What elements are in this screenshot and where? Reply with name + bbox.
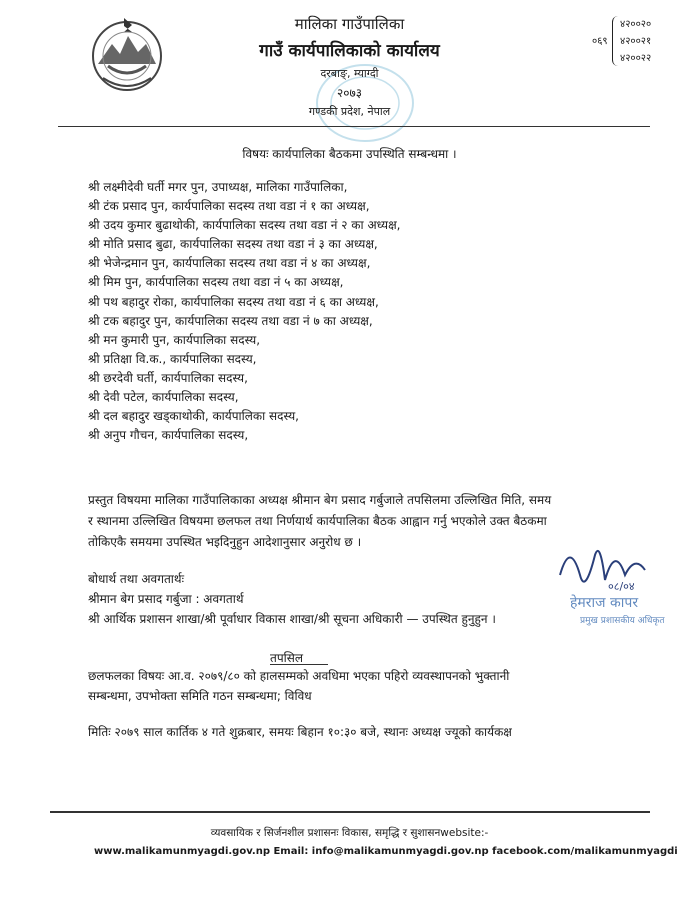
body-line: तोकिएकै समयमा उपस्थित भइदिनुहुन आदेशानुसार अनुरोध छ । bbox=[88, 535, 362, 549]
organization-name: मालिका गाउँपालिका bbox=[294, 15, 405, 33]
schedule-heading-underline bbox=[270, 664, 328, 665]
recipient-line: श्री पथ बहादुर रोका, कार्यपालिका सदस्य तथा वडा नं ६ का अध्यक्ष, bbox=[88, 294, 379, 309]
phone-area-code: ०६९ bbox=[592, 36, 608, 47]
recipient-line: श्री दल बहादुर खड्काथोकी, कार्यपालिका सदस्य, bbox=[88, 409, 299, 424]
recipient-line: श्री उदय कुमार बुढाथोकी, कार्यपालिका सदस्य तथा वडा नं २ का अध्यक्ष, bbox=[88, 218, 401, 233]
recipient-line: श्री मिम पुन, कार्यपालिका सदस्य तथा वडा नं ५ का अध्यक्ष, bbox=[88, 275, 344, 290]
province-name: गण्डकी प्रदेश, नेपाल bbox=[308, 105, 391, 118]
phone-number: ४२००२० bbox=[620, 19, 652, 30]
body-line: र स्थानमा उल्लिखित विषयमा छलफल तथा निर्णयार्थ कार्यपालिका बैठक आह्वान गर्नु भएकोले उक्त बैठकमा bbox=[88, 514, 547, 528]
recipient-list bbox=[88, 178, 401, 445]
signature-stamp bbox=[540, 535, 690, 635]
recipient-line: श्री भेजेन्द्रमान पुन, कार्यपालिका सदस्य तथा वडा नं ४ का अध्यक्ष, bbox=[88, 256, 371, 271]
agenda-line: छलफलका विषयः आ.व. २०७९/८० को हालसम्मको अवधिमा भएका पहिरो व्यवस्थापनको भुक्तानी bbox=[88, 669, 510, 683]
info-line: श्रीमान बेग प्रसाद गर्बुजा : अवगतार्थ bbox=[88, 592, 244, 606]
office-address: दरबाङ्, म्याग्दी bbox=[320, 67, 379, 80]
info-line: श्री आर्थिक प्रशासन शाखा/श्री पूर्वाधार विकास शाखा/श्री सूचना अधिकारी — उपस्थित हुनुहुन । bbox=[88, 612, 496, 626]
recipient-line: श्री छरदेवी घर्ती, कार्यपालिका सदस्य, bbox=[88, 370, 248, 385]
recipient-line: श्री टक बहादुर पुन, कार्यपालिका सदस्य तथा वडा नं ७ का अध्यक्ष, bbox=[88, 313, 373, 328]
svg-text:०८/०४: ०८/०४ bbox=[608, 580, 635, 593]
letter-subject: विषयः कार्यपालिका बैठकमा उपस्थिति सम्बन्धमा । bbox=[242, 147, 457, 161]
phone-brace bbox=[612, 16, 619, 66]
agenda-line: सम्बन्धमा, उपभोक्ता समिति गठन सम्बन्धमा; विविध bbox=[88, 689, 312, 703]
recipient-line: श्री प्रतिक्षा वि.क., कार्यपालिका सदस्य, bbox=[88, 351, 257, 366]
schedule-heading: तपसिल bbox=[270, 651, 304, 665]
agenda-block bbox=[88, 666, 509, 706]
phone-number: ४२००२१ bbox=[620, 36, 652, 47]
recipient-line: श्री मन कुमारी पुन, कार्यपालिका सदस्य, bbox=[88, 332, 261, 347]
office-name: गाउँ कार्यपालिकाको कार्यालय bbox=[259, 41, 440, 61]
header-divider bbox=[58, 126, 650, 127]
recipient-line: श्री देवी पटेल, कार्यपालिका सदस्य, bbox=[88, 390, 239, 405]
established-year: २०७३ bbox=[337, 86, 362, 100]
signatory-name: हेमराज कापर bbox=[570, 595, 639, 611]
footer-motto: व्यवसायिक र सिर्जनशील प्रशासनः विकास, समृद्धि र सुशासनwebsite:- bbox=[210, 827, 489, 839]
phone-number: ४२००२२ bbox=[620, 53, 652, 64]
recipient-line: श्री लक्ष्मीदेवी घर्ती मगर पुन, उपाध्यक्ष, मालिका गाउँपालिका, bbox=[88, 180, 348, 194]
info-heading: बोधार्थ तथा अवगतार्थः bbox=[88, 572, 184, 586]
footer-contacts: www.malikamunmyagdi.gov.np Email: info@malikamunmyagdi.gov.np facebook.com/malikamunmyagdi bbox=[94, 846, 678, 857]
signatory-title: प्रमुख प्रशासकीय अधिकृत bbox=[580, 616, 665, 626]
footer-divider bbox=[50, 811, 650, 813]
meeting-datetime: मितिः २०७९ साल कार्तिक ४ गते शुक्रबार, समयः बिहान १०:३० बजे, स्थानः अध्यक्ष ज्यूको कार्यकक्ष bbox=[88, 725, 512, 739]
recipient-line: श्री अनुप गौचन, कार्यपालिका सदस्य, bbox=[88, 428, 249, 443]
recipient-line: श्री मोति प्रसाद बुढा, कार्यपालिका सदस्य तथा वडा नं ३ का अध्यक्ष, bbox=[88, 237, 378, 252]
body-line: प्रस्तुत विषयमा मालिका गाउँपालिकाका अध्यक्ष श्रीमान बेग प्रसाद गर्बुजाले तपसिलमा उल्लिखित मिति, समय bbox=[88, 493, 552, 507]
recipient-line: श्री टंक प्रसाद पुन, कार्यपालिका सदस्य तथा वडा नं १ का अध्यक्ष, bbox=[88, 199, 370, 214]
